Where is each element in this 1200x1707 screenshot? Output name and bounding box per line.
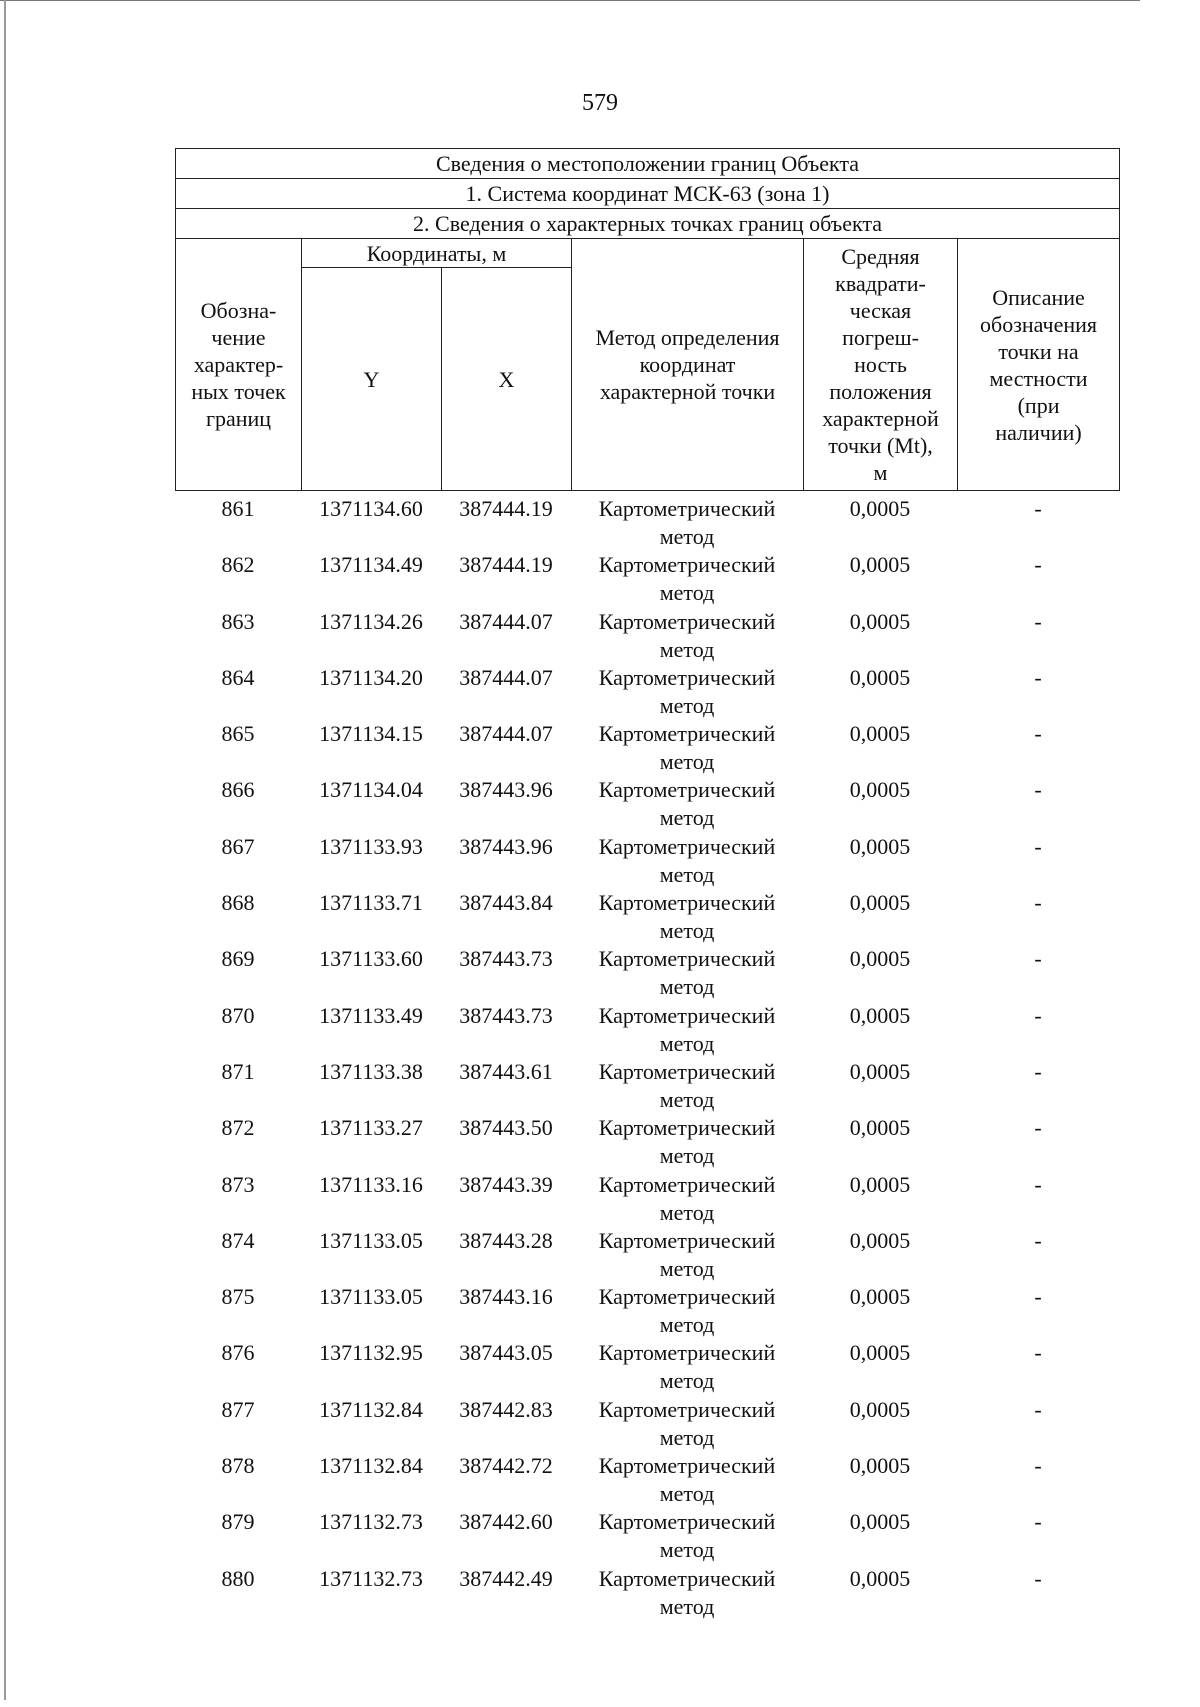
table-row [175,1114,1119,1170]
mean-square-error: 0,0005 [849,1340,911,1366]
mean-square-error: 0,0005 [849,1396,911,1422]
mean-square-error: 0,0005 [849,1565,911,1591]
point-description: - [1034,1002,1042,1028]
col-header-method: Метод определения координат характерной точки [572,239,804,491]
point-id: 863 [221,608,255,634]
coord-y: 1371133.71 [319,890,423,916]
point-description: - [1034,608,1042,634]
point-description: - [1034,777,1042,803]
method: Картометрический метод [598,777,776,831]
coord-x: 387444.19 [459,496,553,521]
mean-square-error: 0,0005 [849,1227,911,1253]
coord-y: 1371132.73 [319,1565,423,1591]
table-row [175,776,1119,832]
table-row [175,1396,1119,1452]
coord-x: 387443.39 [459,1171,553,1197]
method: Картометрический метод [598,1340,776,1394]
method: Картометрический метод [598,608,776,662]
table-row [175,1283,1119,1339]
mean-square-error: 0,0005 [849,608,911,634]
col-header-y: Y [302,268,442,491]
method: Картометрический метод [598,1396,776,1450]
mean-square-error: 0,0005 [849,1115,911,1141]
coord-y: 1371134.20 [319,664,423,690]
table-row [175,1227,1119,1283]
coord-y: 1371132.73 [319,1509,423,1535]
coord-y: 1371134.04 [319,777,423,803]
mean-square-error: 0,0005 [849,1171,911,1197]
point-id: 876 [221,1340,255,1366]
point-description: - [1034,496,1042,521]
coord-x: 387443.73 [459,946,553,972]
coord-x: 387442.83 [459,1396,553,1422]
point-description: - [1034,1396,1042,1422]
method: Картометрический метод [598,552,776,606]
coord-x: 387442.60 [459,1509,553,1535]
mean-square-error: 0,0005 [849,1058,911,1084]
coord-x: 387443.16 [459,1284,553,1310]
point-description: - [1034,1115,1042,1141]
table-row [175,495,1119,551]
col-header-description: Описание обозначения точки на местности (при наличии) [958,239,1120,491]
coord-y: 1371133.05 [319,1284,423,1310]
coord-x: 387443.73 [459,1002,553,1028]
point-description: - [1034,1058,1042,1084]
point-description: - [1034,721,1042,747]
method: Картометрический метод [598,1565,776,1619]
point-description: - [1034,1284,1042,1310]
coord-x: 387442.49 [459,1565,553,1591]
coord-y: 1371133.49 [319,1002,423,1028]
coord-y: 1371134.15 [319,721,423,747]
point-description: - [1034,1340,1042,1366]
point-id: 874 [221,1227,255,1253]
coord-y: 1371134.26 [319,608,423,634]
point-id: 871 [221,1058,255,1084]
method: Картометрический метод [598,1453,776,1507]
method: Картометрический метод [598,1058,776,1112]
method: Картометрический метод [598,946,776,1000]
method: Картометрический метод [598,1002,776,1056]
point-description: - [1034,1509,1042,1535]
method: Картометрический метод [598,890,776,944]
point-id: 865 [221,721,255,747]
point-id: 875 [221,1284,255,1310]
point-id: 877 [221,1396,255,1422]
point-description: - [1034,1171,1042,1197]
mean-square-error: 0,0005 [849,777,911,803]
mean-square-error: 0,0005 [849,1509,911,1535]
method: Картометрический метод [598,1171,776,1225]
table-row [175,551,1119,607]
point-description: - [1034,890,1042,916]
coordinate-system-title: 1. Система координат МСК-63 (зона 1) [176,179,1120,209]
coord-y: 1371133.60 [319,946,423,972]
scan-edge-top [0,0,1140,1]
coord-x: 387444.07 [459,608,553,634]
mean-square-error: 0,0005 [849,1002,911,1028]
point-id: 868 [221,890,255,916]
mean-square-error: 0,0005 [849,1284,911,1310]
coord-x: 387443.05 [459,1340,553,1366]
table-row [175,889,1119,945]
coord-x: 387443.96 [459,833,553,859]
mean-square-error: 0,0005 [849,664,911,690]
table-row [175,1508,1119,1564]
point-id: 861 [221,496,255,521]
point-id: 862 [221,552,255,578]
method: Картометрический метод [598,1227,776,1281]
table-row [175,608,1119,664]
scan-edge-left [4,0,6,1700]
header-table [175,148,1120,491]
coord-x: 387443.50 [459,1115,553,1141]
point-id: 866 [221,777,255,803]
table-title: Сведения о местоположении границ Объекта [176,149,1120,179]
table-row [175,1058,1119,1114]
method: Картометрический метод [598,833,776,887]
table-row [175,945,1119,1001]
point-id: 870 [221,1002,255,1028]
table-row [175,1339,1119,1395]
col-header-designation: Обозна- чение характер- ных точек границ [176,239,302,491]
point-description: - [1034,833,1042,859]
method: Картометрический метод [598,1509,776,1563]
point-id: 880 [221,1565,255,1591]
coord-y: 1371133.05 [319,1227,423,1253]
points-section-title: 2. Сведения о характерных точках границ объекта [176,209,1120,239]
method: Картометрический метод [598,1284,776,1338]
mean-square-error: 0,0005 [849,1453,911,1479]
coord-x: 387444.07 [459,721,553,747]
method: Картометрический метод [598,664,776,718]
page-number: 579 [582,90,618,116]
table-row [175,833,1119,889]
point-id: 867 [221,833,255,859]
coord-y: 1371134.60 [319,496,423,521]
coord-y: 1371134.49 [319,552,423,578]
point-id: 864 [221,664,255,690]
table-row [175,664,1119,720]
method: Картометрический метод [598,496,776,549]
point-id: 869 [221,946,255,972]
mean-square-error: 0,0005 [849,721,911,747]
table-row [175,1171,1119,1227]
col-header-x: X [442,268,572,491]
table-row [175,1565,1119,1621]
coord-x: 387443.96 [459,777,553,803]
coord-y: 1371132.84 [319,1396,423,1422]
point-description: - [1034,946,1042,972]
mean-square-error: 0,0005 [849,552,911,578]
col-header-error: Средняя квадрати- ческая погреш- ность положения характерной точки (Mt), м [804,239,958,491]
coord-y: 1371133.38 [319,1058,423,1084]
point-description: - [1034,1565,1042,1591]
method: Картометрический метод [598,1115,776,1169]
point-description: - [1034,1227,1042,1253]
coord-y: 1371133.93 [319,833,423,859]
coord-x: 387443.61 [459,1058,553,1084]
point-id: 879 [221,1509,255,1535]
table-row [175,1452,1119,1508]
point-id: 872 [221,1115,255,1141]
coord-y: 1371132.95 [319,1340,423,1366]
coord-x: 387443.28 [459,1227,553,1253]
coord-x: 387444.07 [459,664,553,690]
coord-x: 387444.19 [459,552,553,578]
mean-square-error: 0,0005 [849,890,911,916]
table-row [175,1002,1119,1058]
coord-y: 1371132.84 [319,1453,423,1479]
mean-square-error: 0,0005 [849,833,911,859]
mean-square-error: 0,0005 [849,496,911,521]
mean-square-error: 0,0005 [849,946,911,972]
coord-x: 387443.84 [459,890,553,916]
coord-x: 387442.72 [459,1453,553,1479]
coord-y: 1371133.27 [319,1115,423,1141]
point-description: - [1034,664,1042,690]
point-id: 873 [221,1171,255,1197]
col-header-coordinates: Координаты, м [302,239,572,268]
point-description: - [1034,552,1042,578]
point-description: - [1034,1453,1042,1479]
table-row [175,720,1119,776]
point-id: 878 [221,1453,255,1479]
coord-y: 1371133.16 [319,1171,423,1197]
method: Картометрический метод [598,721,776,775]
points-table [175,495,1119,1621]
